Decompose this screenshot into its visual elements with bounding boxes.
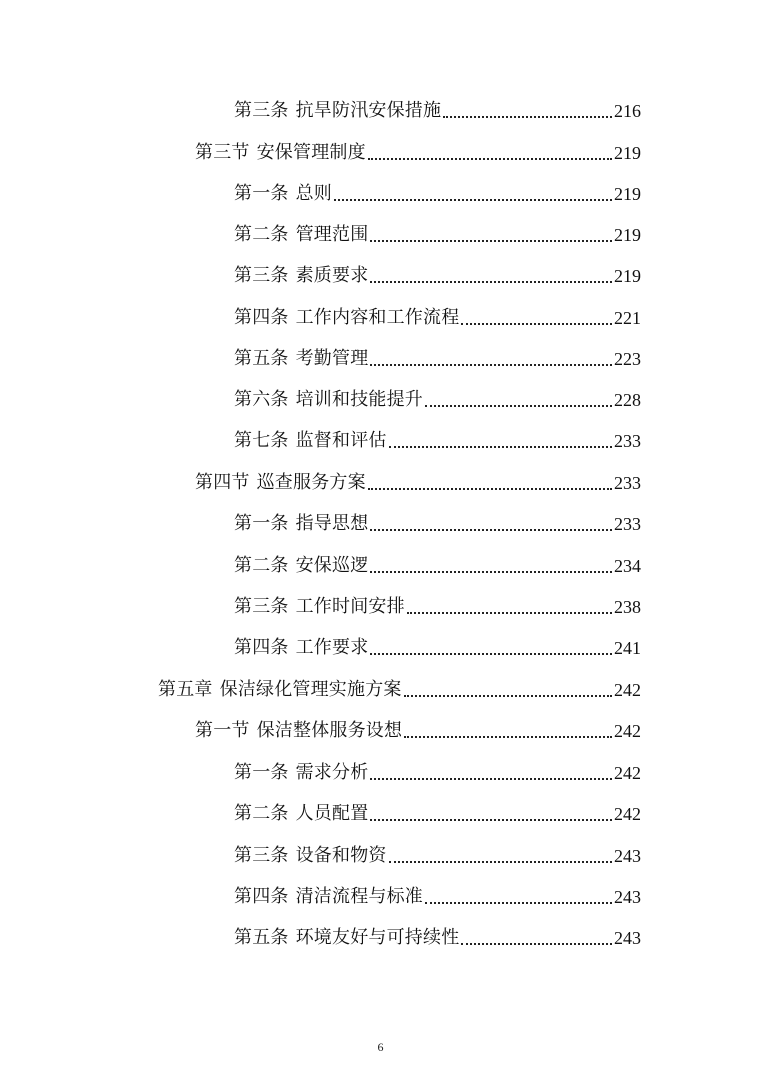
toc-entry-number: 第一节 <box>195 720 250 741</box>
dot-leader <box>368 488 612 490</box>
dot-leader <box>370 653 612 655</box>
toc-entry-label <box>234 386 423 414</box>
toc-entry-number: 第四节 <box>195 472 250 493</box>
toc-entry-page: 242 <box>614 804 641 824</box>
toc-entry-title: 安保巡逻 <box>295 555 369 576</box>
toc-entry[interactable] <box>195 717 641 745</box>
toc-entry-number: 第一条 <box>234 513 289 534</box>
toc-entry-page: 243 <box>614 928 641 948</box>
toc-entry-label <box>234 883 423 911</box>
toc-entry-title: 管理范围 <box>295 224 369 245</box>
toc-entry[interactable] <box>234 427 641 455</box>
toc-entry-number: 第三条 <box>234 265 289 286</box>
toc-entry-title: 监督和评估 <box>295 430 387 451</box>
toc-entry-number: 第三节 <box>195 142 250 163</box>
toc-entry-title: 总则 <box>295 183 333 204</box>
toc-entry-number: 第四条 <box>234 307 289 328</box>
dot-leader <box>370 281 612 283</box>
toc-entry[interactable] <box>195 469 641 497</box>
dot-leader <box>425 405 612 407</box>
toc-entry-number: 第二条 <box>234 803 289 824</box>
dot-leader <box>370 240 612 242</box>
toc-entry[interactable] <box>195 139 641 167</box>
toc-entry-page: 238 <box>614 597 641 617</box>
toc-entry-title: 考勤管理 <box>295 348 369 369</box>
toc-entry-title: 人员配置 <box>295 803 369 824</box>
toc-entry-label <box>234 842 387 870</box>
toc-entry[interactable] <box>234 345 641 373</box>
toc-entry-page: 241 <box>614 638 641 658</box>
toc-entry-label <box>234 759 368 787</box>
dot-leader <box>370 778 612 780</box>
toc-entry-number: 第六条 <box>234 389 289 410</box>
toc-entry-number: 第三条 <box>234 596 289 617</box>
toc-entry-title: 安保管理制度 <box>256 142 366 163</box>
toc-entry-number: 第二条 <box>234 555 289 576</box>
toc-entry[interactable] <box>234 883 641 911</box>
toc-entry-title: 工作内容和工作流程 <box>295 307 460 328</box>
toc-entry-page: 243 <box>614 887 641 907</box>
toc-entry-number: 第三条 <box>234 845 289 866</box>
toc-entry-number: 第七条 <box>234 430 289 451</box>
toc-entry-page: 221 <box>614 308 641 328</box>
toc-entry[interactable] <box>158 676 641 704</box>
dot-leader <box>370 571 612 573</box>
toc-entry[interactable] <box>234 180 641 208</box>
toc-entry-label <box>234 427 387 455</box>
dot-leader <box>461 323 612 325</box>
toc-entry-number: 第五章 <box>158 679 213 700</box>
dot-leader <box>368 158 612 160</box>
toc-entry-page: 228 <box>614 390 641 410</box>
dot-leader <box>425 902 612 904</box>
dot-leader <box>461 943 612 945</box>
toc-entry-page: 219 <box>614 225 641 245</box>
toc-entry-page: 234 <box>614 556 641 576</box>
toc-entry-number: 第四条 <box>234 886 289 907</box>
toc-entry-page: 219 <box>614 184 641 204</box>
toc-entry-label <box>234 552 368 580</box>
toc-entry-number: 第一条 <box>234 183 289 204</box>
toc-entry-label <box>234 221 368 249</box>
toc-entry-title: 素质要求 <box>295 265 369 286</box>
toc-entry-label <box>158 676 402 704</box>
toc-entry-label <box>195 469 366 497</box>
toc-entry[interactable] <box>234 593 641 621</box>
dot-leader <box>370 364 612 366</box>
dot-leader <box>404 695 612 697</box>
toc-entry[interactable] <box>234 221 641 249</box>
toc-entry-label <box>234 345 368 373</box>
toc-entry-number: 第三条 <box>234 100 289 121</box>
toc-entry-title: 设备和物资 <box>295 845 387 866</box>
toc-entry[interactable] <box>234 262 641 290</box>
dot-leader <box>407 612 612 614</box>
toc-entry-title: 保洁整体服务设想 <box>256 720 403 741</box>
toc-entry-title: 工作时间安排 <box>295 596 405 617</box>
toc-entry-page: 233 <box>614 431 641 451</box>
toc-entry-page: 242 <box>614 763 641 783</box>
toc-entry-page: 219 <box>614 143 641 163</box>
toc-entry[interactable] <box>234 842 641 870</box>
toc-entry-number: 第二条 <box>234 224 289 245</box>
toc-entry-page: 216 <box>614 101 641 121</box>
toc-entry-label <box>234 180 332 208</box>
toc-entry-label <box>234 800 368 828</box>
toc-entry-number: 第四条 <box>234 637 289 658</box>
toc-entry[interactable] <box>234 552 641 580</box>
toc-entry-page: 233 <box>614 473 641 493</box>
toc-entry[interactable] <box>234 510 641 538</box>
toc-entry-number: 第五条 <box>234 927 289 948</box>
toc-entry-title: 环境友好与可持续性 <box>295 927 460 948</box>
dot-leader <box>404 736 612 738</box>
toc-entry-title: 保洁绿化管理实施方案 <box>219 679 402 700</box>
toc-entry-title: 指导思想 <box>295 513 369 534</box>
toc-entry-page: 219 <box>614 266 641 286</box>
toc-entry-number: 第五条 <box>234 348 289 369</box>
toc-entry[interactable] <box>234 304 641 332</box>
toc-entry-title: 巡查服务方案 <box>256 472 366 493</box>
toc-entry-label <box>234 593 405 621</box>
toc-entry[interactable] <box>234 759 641 787</box>
toc-entry-label <box>234 634 368 662</box>
toc-entry-page: 242 <box>614 680 641 700</box>
toc-entry[interactable] <box>234 97 641 125</box>
toc-entry-label <box>195 139 366 167</box>
toc-entry-page: 223 <box>614 349 641 369</box>
toc-entry-label <box>234 510 368 538</box>
toc-entry-label <box>195 717 402 745</box>
toc-entry-label <box>234 924 459 952</box>
toc-entry[interactable] <box>234 924 641 952</box>
toc-entry[interactable] <box>234 634 641 662</box>
footer-page-number: 6 <box>377 1040 384 1054</box>
toc-entry-title: 需求分析 <box>295 762 369 783</box>
toc-entry[interactable] <box>234 386 641 414</box>
toc-entry-title: 清洁流程与标准 <box>295 886 424 907</box>
toc-entry-label <box>234 304 459 332</box>
dot-leader <box>334 199 612 201</box>
toc-entry-title: 培训和技能提升 <box>295 389 424 410</box>
dot-leader <box>389 446 612 448</box>
toc-entry-label <box>234 262 368 290</box>
toc-entry-page: 233 <box>614 514 641 534</box>
toc-entry-page: 242 <box>614 721 641 741</box>
toc-entry-page: 243 <box>614 846 641 866</box>
toc-entry-label <box>234 97 441 125</box>
dot-leader <box>389 861 612 863</box>
dot-leader <box>443 116 612 118</box>
toc-entry-title: 工作要求 <box>295 637 369 658</box>
dot-leader <box>370 529 612 531</box>
toc-entry-number: 第一条 <box>234 762 289 783</box>
toc-entry-title: 抗旱防汛安保措施 <box>295 100 442 121</box>
toc-entry[interactable] <box>234 800 641 828</box>
dot-leader <box>370 819 612 821</box>
